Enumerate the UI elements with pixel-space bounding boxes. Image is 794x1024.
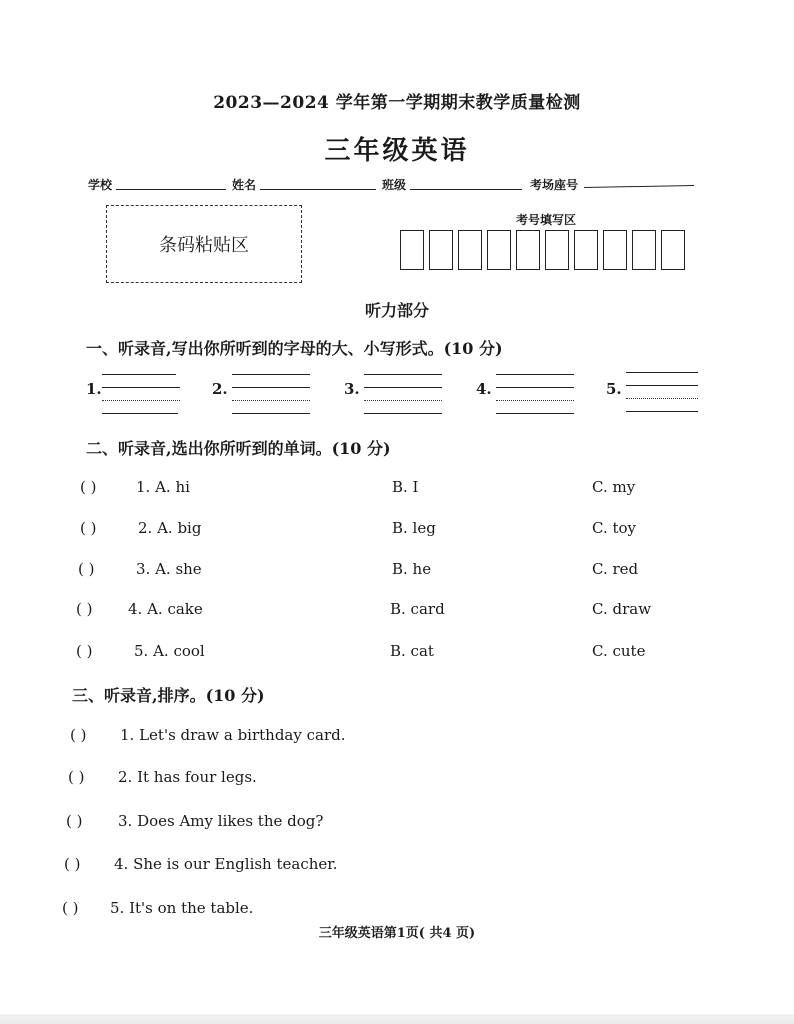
seat-field[interactable] — [584, 185, 694, 188]
exam-number-box[interactable] — [400, 230, 424, 270]
exam-number-box[interactable] — [458, 230, 482, 270]
item-number: 1. — [86, 380, 102, 398]
option-b: B. I — [392, 478, 419, 496]
exam-title: 2023—2024 学年第一学期期末教学质量检测 — [213, 93, 581, 113]
exam-number-box[interactable] — [487, 230, 511, 270]
option-c: C. red — [592, 560, 639, 578]
school-label: 学校 — [88, 178, 113, 192]
exam-number-label: 考号填写区 — [516, 213, 577, 227]
listening-section-title: 听力部分 — [364, 301, 429, 320]
student-info-row — [88, 176, 708, 196]
answer-blank[interactable]: ( ) — [68, 768, 85, 786]
option-c: C. cute — [592, 642, 646, 660]
sentence: 4. She is our English teacher. — [114, 855, 338, 873]
class-field[interactable] — [410, 189, 522, 190]
school-field[interactable] — [116, 189, 226, 190]
answer-blank[interactable]: ( ) — [62, 899, 79, 917]
item-number: 3. — [344, 380, 360, 398]
answer-blank[interactable]: ( ) — [78, 560, 95, 578]
exam-number-box[interactable] — [429, 230, 453, 270]
answer-blank[interactable]: ( ) — [70, 726, 87, 744]
answer-blank[interactable]: ( ) — [64, 855, 81, 873]
option-a: 2. A. big — [138, 519, 202, 537]
page-footer: 三年级英语第1页( 共4 页) — [318, 926, 476, 941]
barcode-label: 条码粘贴区 — [159, 235, 249, 256]
item-number: 2. — [212, 380, 228, 398]
exam-number-boxes — [400, 230, 690, 270]
section1-title: 一、听录音,写出你所听到的字母的大、小写形式。(10 分) — [86, 339, 503, 358]
section3-title: 三、听录音,排序。(10 分) — [72, 686, 265, 705]
option-a: 3. A. she — [136, 560, 202, 578]
option-b: B. he — [392, 560, 432, 578]
sentence: 2. It has four legs. — [118, 768, 257, 786]
subject-title: 三年级英语 — [324, 136, 470, 166]
option-c: C. toy — [592, 519, 637, 537]
option-a: 5. A. cool — [134, 642, 205, 660]
option-a: 4. A. cake — [128, 600, 203, 618]
exam-number-box[interactable] — [574, 230, 598, 270]
answer-blank[interactable]: ( ) — [80, 519, 97, 537]
option-b: B. card — [390, 600, 445, 618]
name-field[interactable] — [260, 189, 376, 190]
exam-number-box[interactable] — [603, 230, 627, 270]
exam-number-box[interactable] — [516, 230, 540, 270]
answer-blank[interactable]: ( ) — [76, 600, 93, 618]
item-number: 4. — [476, 380, 492, 398]
exam-number-box[interactable] — [632, 230, 656, 270]
answer-blank[interactable]: ( ) — [76, 642, 93, 660]
item-number: 5. — [606, 380, 622, 398]
barcode-area — [106, 205, 302, 283]
option-b: B. cat — [390, 642, 434, 660]
option-b: B. leg — [392, 519, 436, 537]
option-c: C. draw — [592, 600, 652, 618]
answer-blank[interactable]: ( ) — [66, 812, 83, 830]
seat-label: 考场座号 — [530, 178, 579, 192]
page-bottom-edge — [0, 1014, 794, 1024]
section2-title: 二、听录音,选出你所听到的单词。(10 分) — [86, 439, 391, 458]
class-label: 班级 — [382, 178, 407, 192]
sentence: 1. Let's draw a birthday card. — [120, 726, 346, 744]
name-label: 姓名 — [232, 178, 257, 192]
exam-number-box[interactable] — [661, 230, 685, 270]
exam-number-box[interactable] — [545, 230, 569, 270]
option-a: 1. A. hi — [136, 478, 190, 496]
sentence: 5. It's on the table. — [110, 899, 254, 917]
option-c: C. my — [592, 478, 636, 496]
answer-blank[interactable]: ( ) — [80, 478, 97, 496]
sentence: 3. Does Amy likes the dog? — [118, 812, 324, 830]
